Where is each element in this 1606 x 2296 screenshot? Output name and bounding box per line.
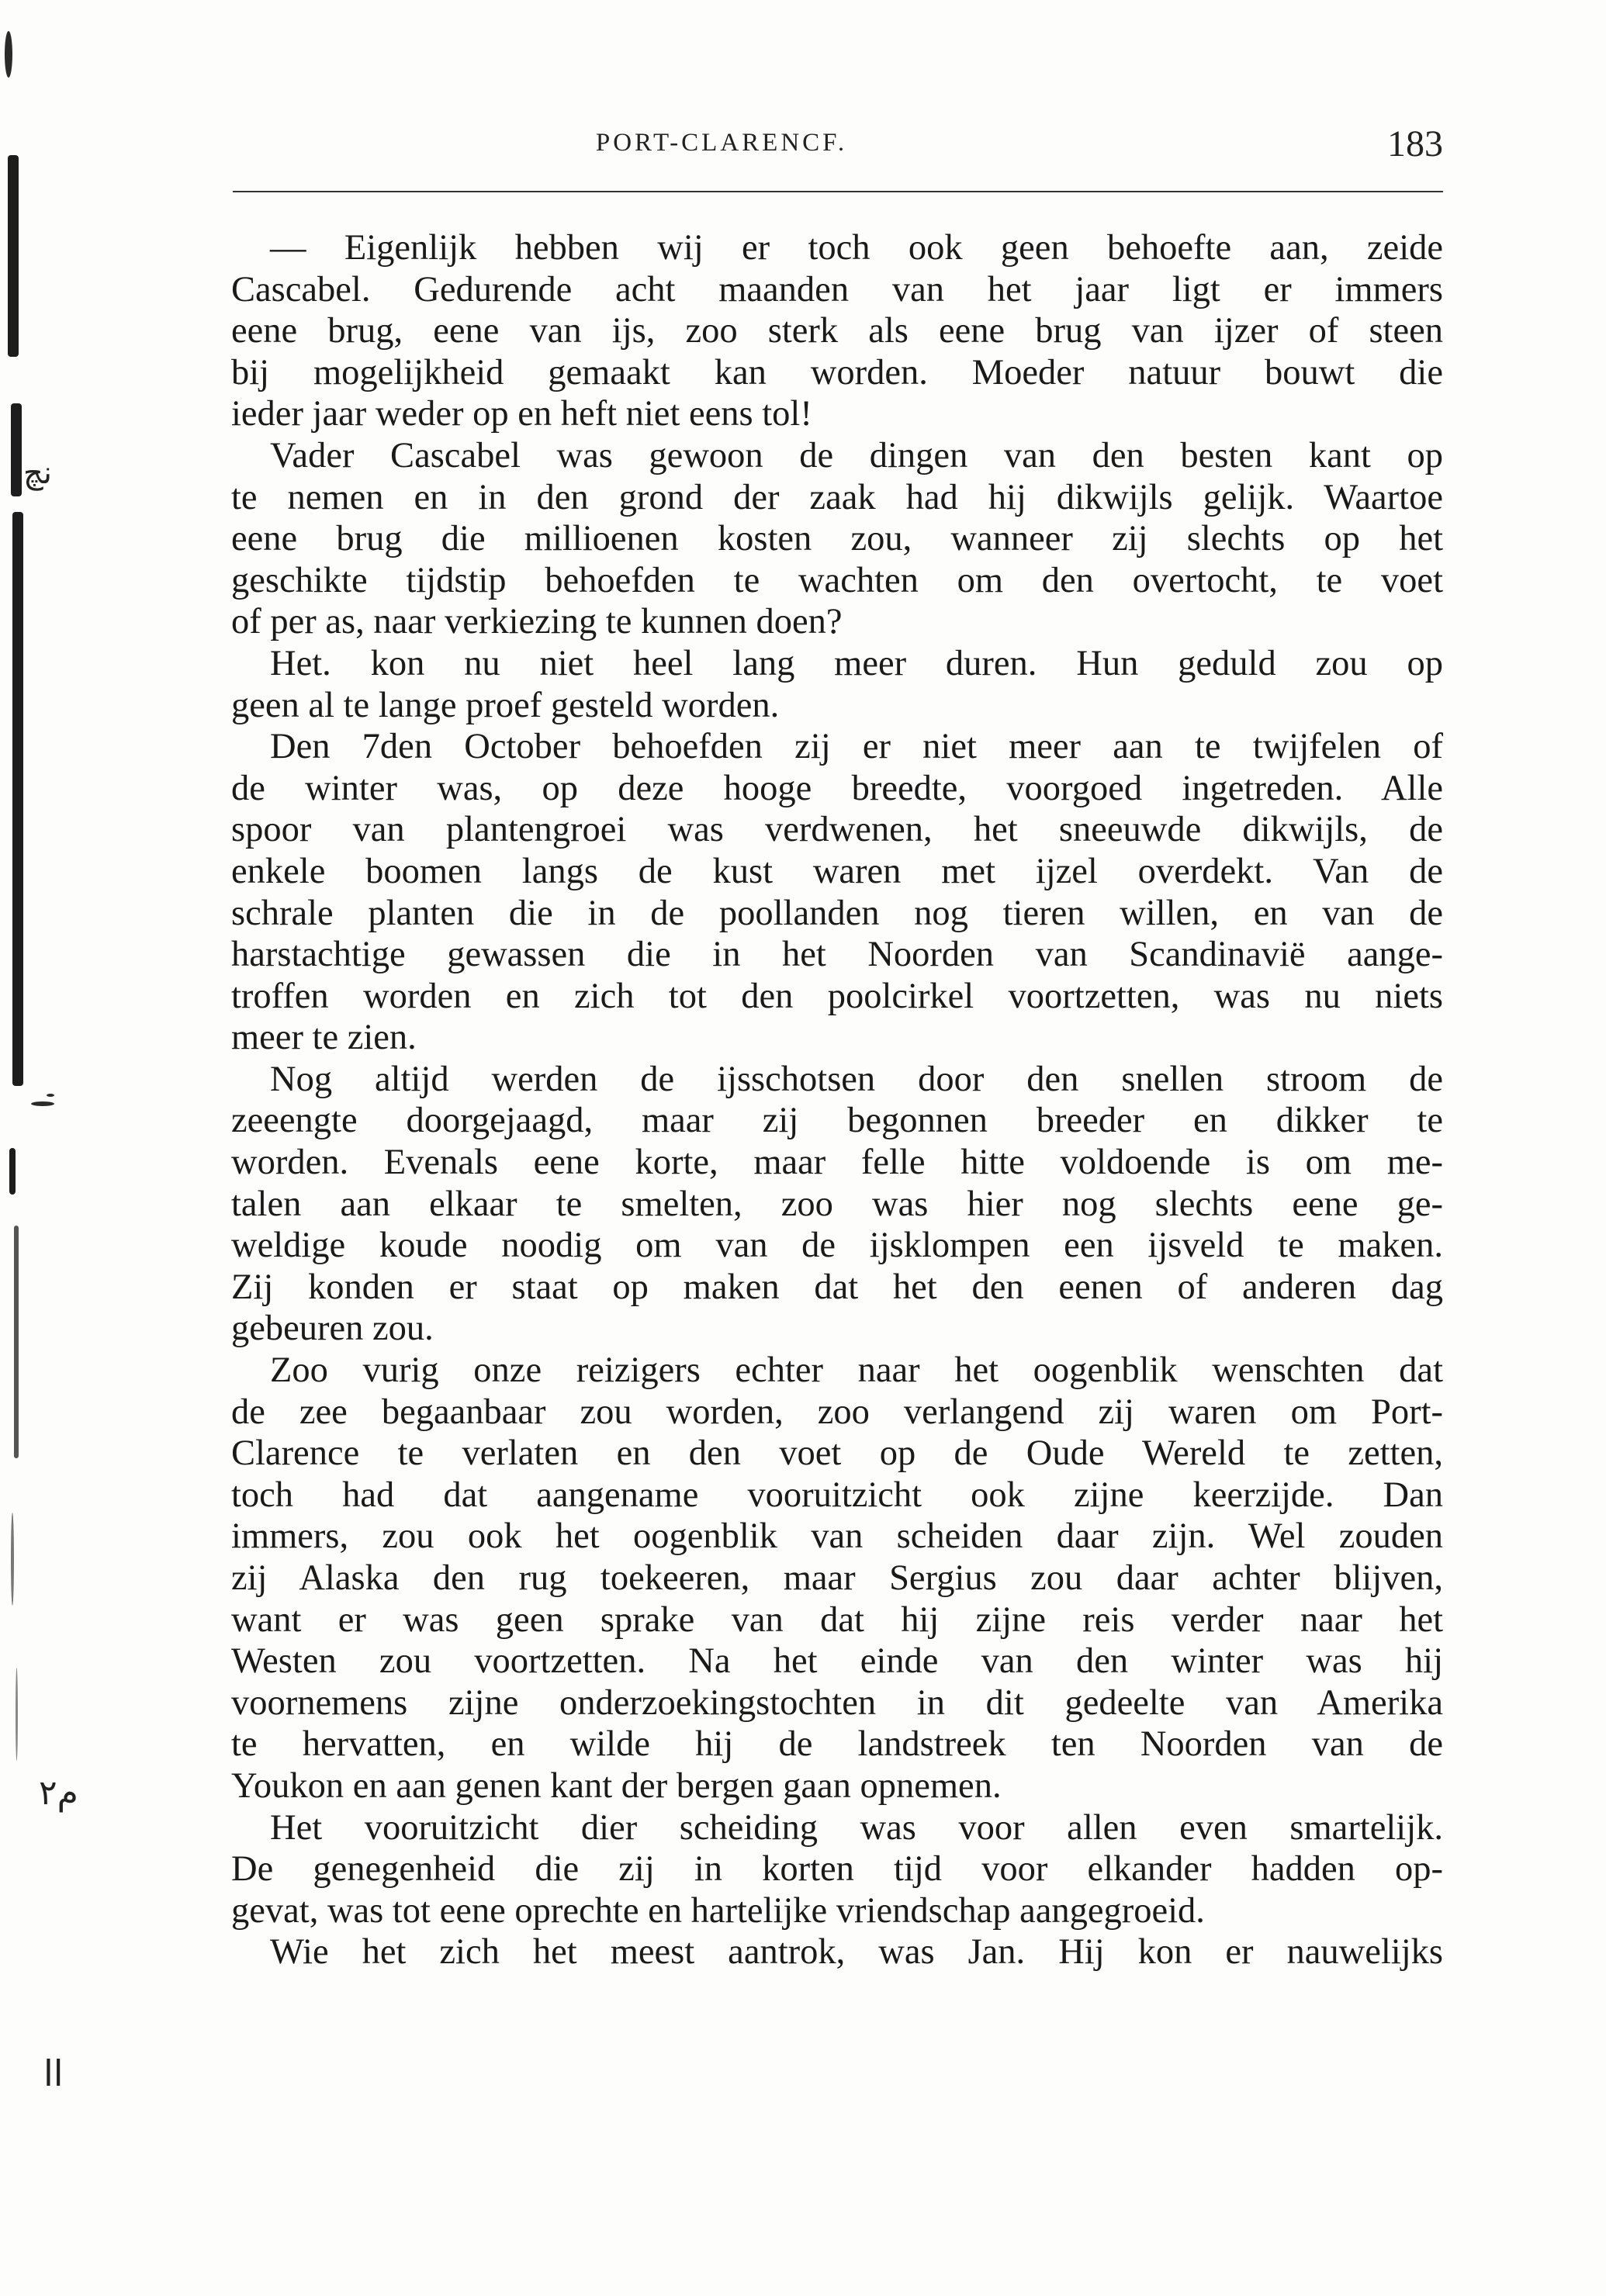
text-line: of per as, naar verkiezing te kunnen doen? [231,602,843,642]
text-line: Vader Cascabel was gewoon de dingen van den besten kant op [270,435,1443,475]
text-line: Zoo vurig onze reizigers echter naar het oogenblik wenschten dat [270,1350,1443,1391]
text-line: toch had dat aangename vooruitzicht ook zijne keerzijde. Dan [231,1475,1443,1515]
text-line: talen aan elkaar te smelten, zoo was hier nog slechts eene ge- [231,1184,1443,1224]
text-line: gebeuren zou. [231,1309,434,1349]
binding-fleck [16,1668,18,1761]
running-title: PORT-CLARENCF. [595,129,848,157]
text-line: Nog altijd werden de ijsschotsen door den snellen stroom de [270,1059,1443,1099]
text-line: — Eigenlijk hebben wij er toch ook geen behoefte aan, zeide [270,228,1443,268]
text-line: Cascabel. Gedurende acht maanden van het jaar ligt er immers [231,269,1443,309]
binding-edge [0,0,101,2296]
text-line: troffen worden en zich tot den poolcirkel voortzetten, was nu niets [231,976,1443,1016]
text-line: spoor van plantengroei was verdwenen, het sneeuwde dikwijls, de [231,810,1443,850]
binding-shadow [9,1148,16,1195]
text-line: immers, zou ook het oogenblik van scheiden daar zijn. Wel zouden [231,1516,1443,1557]
binding-fleck [11,1513,14,1606]
margin-mark: م٢ [39,1773,78,1813]
text-line: eene brug die millioenen kosten zou, wanneer zij slechts op het [231,519,1443,559]
text-line: schrale planten die in de poollanden nog tieren willen, en van de [231,893,1443,933]
text-line: Het vooruitzicht dier scheiding was voor allen even smartelijk. [270,1807,1443,1848]
text-line: Wie het zich het meest aantrok, was Jan. Hij kon er nauwelijks [270,1932,1443,1973]
page-number: 183 [1387,123,1443,164]
text-line: weldige koude noodig om van de ijsklompen een ijsveld te maken. [231,1226,1443,1266]
binding-shadow [8,155,19,357]
text-line: want er was geen sprake van dat hij zijne reis verder naar het [231,1599,1443,1640]
margin-mark: نچ [23,455,52,491]
header-rule [233,191,1443,192]
text-line: Den 7den October behoefden zij er niet meer aan te twijfelen of [270,727,1443,767]
text-line: te nemen en in den grond der zaak had hij dikwijls gelijk. Waartoe [231,477,1443,517]
text-line: zij Alaska den rug toekeeren, maar Sergius zou daar achter blijven, [231,1558,1443,1598]
text-line: geschikte tijdstip behoefden te wachten om den overtocht, te voet [231,560,1443,600]
text-line: Zij konden er staat op maken dat het den eenen of anderen dag [231,1267,1443,1307]
text-line: Westen zou voortzetten. Na het einde van den winter was hij [231,1641,1443,1682]
text-line: geen al te lange proef gesteld worden. [231,685,780,725]
margin-mark: اا [43,2052,64,2094]
text-line: eene brug, eene van ijs, zoo sterk als eene brug van ijzer of steen [231,311,1443,351]
binding-shadow [12,512,23,1086]
text-line: Het. kon nu niet heel lang meer duren. Hun geduld zou op [270,643,1443,683]
text-line: de zee begaanbaar zou worden, zoo verlangend zij waren om Port- [231,1392,1443,1432]
text-line: Youkon en aan genen kant der bergen gaan opnemen. [231,1765,1002,1806]
text-line: de winter was, op deze hooge breedte, voorgoed ingetreden. Alle [231,768,1443,808]
text-line: te hervatten, en wilde hij de landstreek ten Noorden van de [231,1724,1443,1765]
text-line: bij mogelijkheid gemaakt kan worden. Moeder natuur bouwt die [231,352,1443,392]
text-line: enkele boomen langs de kust waren met ijzel overdekt. Van de [231,851,1443,891]
running-header [233,123,1443,177]
text-line: ieder jaar weder op en heft niet eens tol! [231,394,812,434]
binding-fleck [47,1094,54,1097]
text-line: worden. Evenals eene korte, maar felle hitte voldoende is om me- [231,1143,1443,1183]
text-line: zeeengte doorgejaagd, maar zij begonnen breeder en dikker te [231,1101,1443,1141]
binding-fleck [5,31,12,78]
text-line: meer te zien. [231,1018,417,1058]
text-line: voornemens zijne onderzoekingstochten in dit gedeelte van Amerika [231,1682,1443,1723]
binding-shadow [11,403,22,496]
text-line: Clarence te verlaten en den voet op de Oude Wereld te zetten, [231,1433,1443,1474]
text-line: gevat, was tot eene oprechte en hartelijke vriendschap aangegroeid. [231,1890,1205,1931]
text-line: harstachtige gewassen die in het Noorden van Scandinaviё aange- [231,935,1443,975]
binding-shadow [14,1226,19,1458]
binding-fleck [31,1101,54,1106]
text-line: De genegenheid die zij in korten tijd voor elkander hadden op- [231,1849,1443,1890]
body-text [231,227,1443,1973]
